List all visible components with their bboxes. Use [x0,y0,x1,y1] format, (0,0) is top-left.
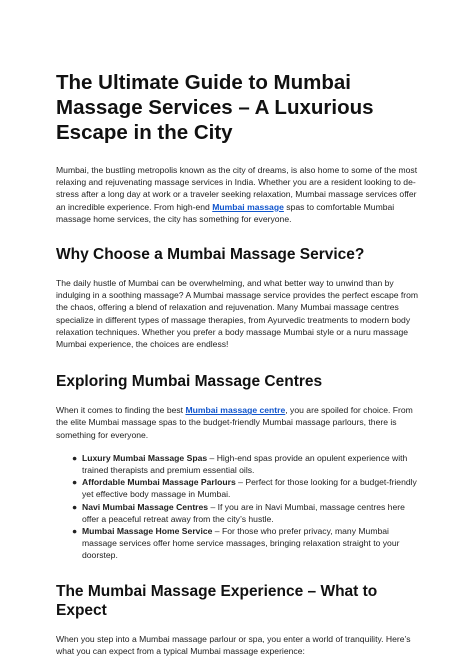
list-item-title: Luxury Mumbai Massage Spas [82,452,208,463]
intro-text-after: spas to comfortable Mumbai massage home services, the city has something for everyone. [56,201,395,224]
section-heading-explore: Exploring Mumbai Massage Centres [56,373,323,391]
list-item-title: Mumbai Massage Home Service [82,526,213,537]
list-item [56,525,420,562]
list-item-title: Navi Mumbai Massage Centres [82,501,209,512]
bullet-icon: ● [72,526,78,537]
list-item [56,501,420,525]
list-item [56,452,420,476]
mumbai-massage-link[interactable]: Mumbai massage [212,201,284,212]
bullet-icon: ● [72,477,78,488]
list-item-title: Affordable Mumbai Massage Parlours [82,477,236,488]
explore-text-after: , you are spoiled for choice. From the elite Mumbai massage spas to the budget-friendly Mumbai massage parlours, there is something for everyone. [56,405,413,440]
bullet-icon: ● [72,501,78,512]
intro-text-before: Mumbai, the bustling metropolis known as the city of dreams, is also home to some of the most relaxing and rejuvenating massage services in India. Whether you are a resident looking to de-stress after a long day at work or a traveler seeking relaxation, Mumbai massage services offer an incredible experience. From high-end [56,165,418,212]
list-item [56,476,420,500]
explore-text-before: When it comes to finding the best [56,405,186,416]
experience-paragraph: When you step into a Mumbai massage parlour or spa, you enter a world of tranquility. Here’s what you can expect from a typical Mumbai massage experience: [56,633,411,656]
list-item-text: – If you are in Navi Mumbai, massage centres here offer a peaceful retreat away from the city’s hustle. [82,501,405,524]
section-heading-experience: The Mumbai Massage Experience – What to Expect [56,582,378,619]
document-page [56,70,420,657]
list-item-text: – Perfect for those looking for a budget-friendly yet effective body massage in Mumbai. [82,477,417,500]
bullet-icon: ● [72,452,78,463]
explore-paragraph [56,404,420,441]
section-heading-why: Why Choose a Mumbai Massage Service? [56,246,365,264]
why-paragraph: The daily hustle of Mumbai can be overwhelming, and what better way to unwind than by indulging in a soothing massage? A Mumbai massage service provides the perfect escape from the chaos, offering a blend of relaxation and rejuvenation. Many Mumbai massage centres specialize in different types of massage therapies, from Ayurvedic treatments to modern body relaxation techniques. Whether you prefer a body massage Mumbai style or a nuru massage Mumbai experience, the choices are endless! [56,278,419,350]
mumbai-massage-centre-link[interactable]: Mumbai massage centre [185,405,286,416]
list-item-text: – High-end spas provide an opulent experience with trained therapists and premium essential oils. [82,452,408,476]
intro-paragraph [56,164,420,225]
page-title: The Ultimate Guide to Mumbai Massage Services – A Luxurious Escape in the City [56,71,374,144]
list-item-text: – For those who prefer privacy, many Mumbai massage services offer home service massages, bringing relaxation straight to your doorstep. [82,526,400,561]
massage-centre-list [56,452,420,562]
